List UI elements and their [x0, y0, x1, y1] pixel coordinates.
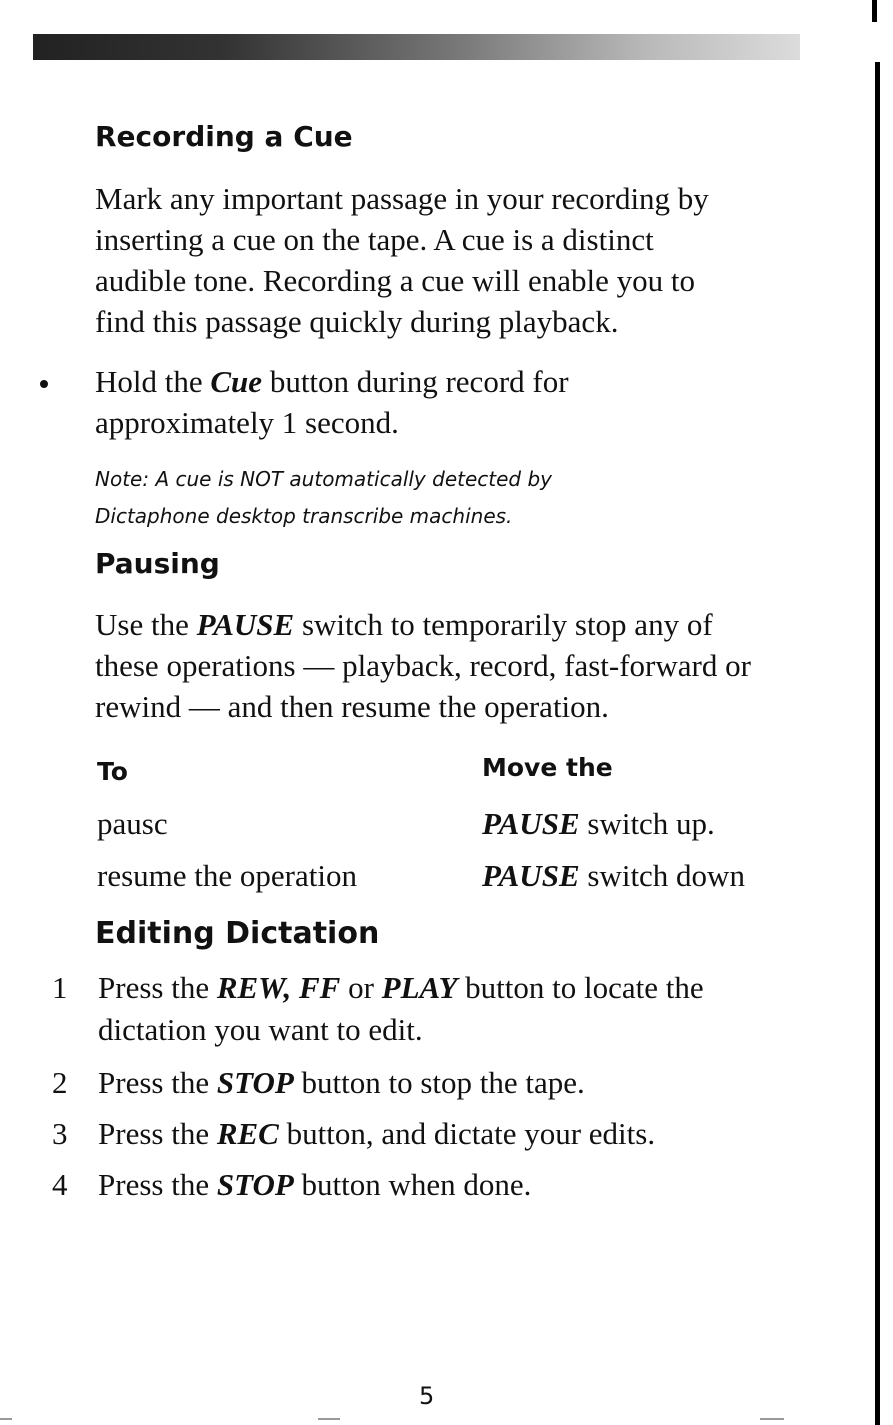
- cue-button-name: Cue: [210, 364, 263, 399]
- header-bar: [33, 34, 800, 60]
- note-line: Note: A cue is NOT automatically detected by: [95, 467, 553, 491]
- step-number: 1: [52, 970, 68, 1005]
- note: [95, 461, 795, 535]
- bullet-text-post: button during record for: [262, 364, 569, 399]
- pausing-paragraph: [95, 604, 795, 727]
- button-name: PLAY: [381, 970, 458, 1005]
- switch-direction: switch down: [579, 858, 745, 893]
- text: button when done.: [293, 1167, 532, 1202]
- table-cell-switch: [482, 806, 715, 842]
- crop-mark-center: [318, 1418, 340, 1420]
- switch-name: PAUSE: [482, 858, 580, 893]
- crop-mark: [872, 0, 877, 22]
- text: Press the: [98, 1065, 217, 1100]
- step-text: [98, 1116, 655, 1152]
- section-heading-pausing: Pausing: [95, 547, 220, 580]
- text: button to locate the: [457, 970, 704, 1005]
- table-cell-action: pausc: [97, 806, 168, 841]
- page-number: 5: [419, 1382, 435, 1410]
- button-name: REC: [216, 1116, 279, 1151]
- paragraph-line: rewind — and then resume the operation.: [95, 689, 609, 724]
- step-number: 3: [52, 1116, 68, 1151]
- crop-mark-left: [0, 1418, 12, 1420]
- bullet-line: approximately 1 second.: [95, 405, 399, 440]
- step-text: [98, 1167, 531, 1203]
- pause-switch-name: PAUSE: [196, 607, 295, 642]
- paragraph-line: these operations — playback, record, fast-forward or: [95, 648, 751, 683]
- text: switch to temporarily stop any of: [294, 607, 713, 642]
- table-cell-switch: [482, 858, 745, 894]
- paragraph-line: Mark any important passage in your recording by: [95, 181, 709, 216]
- paragraph-line: inserting a cue on the tape. A cue is a distinct: [95, 222, 654, 257]
- recording-cue-paragraph: [95, 178, 795, 342]
- text: Use the: [95, 607, 197, 642]
- paragraph-line: find this passage quickly during playback.: [95, 304, 619, 339]
- table-cell-action: resume the operation: [97, 858, 357, 893]
- switch-name: PAUSE: [482, 806, 580, 841]
- text: Press the: [98, 970, 217, 1005]
- bullet-line: [95, 361, 795, 402]
- text: button to stop the tape.: [293, 1065, 585, 1100]
- bullet-text-pre: Hold the: [95, 364, 211, 399]
- button-name: REW, FF: [216, 970, 341, 1005]
- text: or: [340, 970, 382, 1005]
- text: button, and dictate your edits.: [278, 1116, 656, 1151]
- note-line: Dictaphone desktop transcribe machines.: [95, 504, 513, 528]
- step-number: 4: [52, 1167, 68, 1202]
- bullet-icon: [40, 380, 48, 388]
- step-number: 2: [52, 1065, 68, 1100]
- step-text: [98, 970, 704, 1006]
- section-heading-recording-cue: Recording a Cue: [95, 120, 353, 153]
- text: Press the: [98, 1167, 217, 1202]
- crop-mark-right: [760, 1418, 784, 1420]
- paragraph-line: [95, 604, 795, 645]
- step-text: [98, 1065, 585, 1101]
- bullet-item: [95, 361, 795, 443]
- text: Press the: [98, 1116, 217, 1151]
- button-name: STOP: [216, 1167, 294, 1202]
- table-header-to: To: [97, 757, 128, 786]
- button-name: STOP: [216, 1065, 294, 1100]
- paragraph-line: audible tone. Recording a cue will enable you to: [95, 263, 696, 298]
- table-header-move: Move the: [482, 753, 613, 782]
- page-edge-rule: [875, 62, 880, 1425]
- switch-direction: switch up.: [579, 806, 715, 841]
- step-text-continued: dictation you want to edit.: [98, 1012, 423, 1047]
- section-heading-editing: Editing Dictation: [95, 916, 380, 951]
